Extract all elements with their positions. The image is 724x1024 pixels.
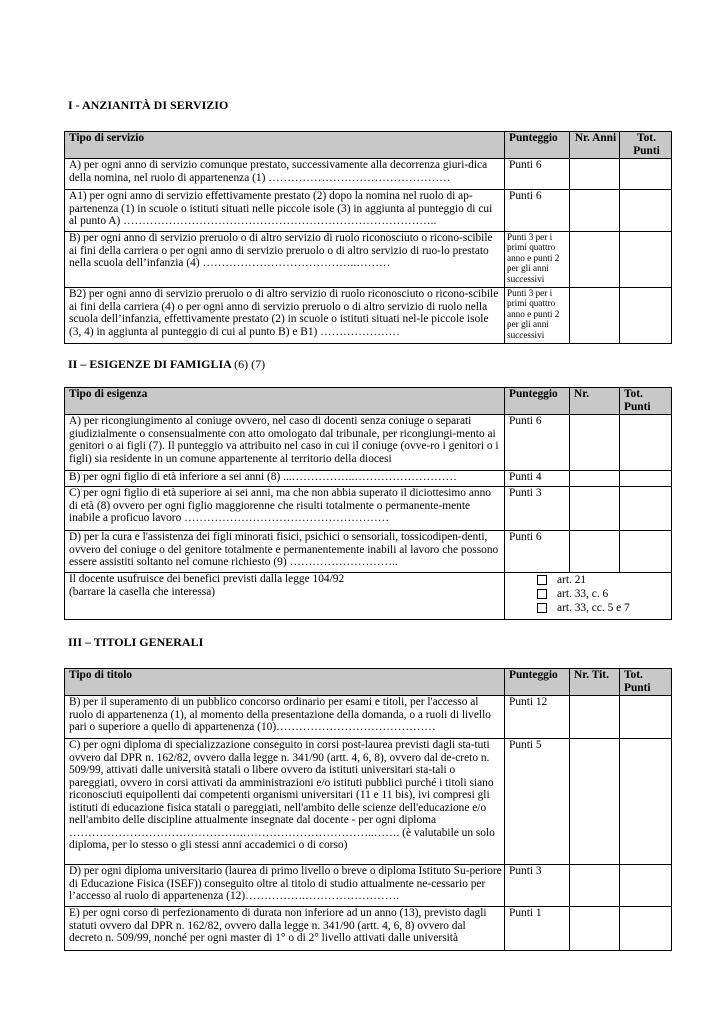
input-nr[interactable] (570, 159, 620, 190)
row-text: A) per ricongiungimento al coniuge ovvero, nel caso di docenti senza coniuge o separati giudizialmente o consensualmente con atto omologato dal tribunale, per ricongiungi-mento ai genitori o ai figli (7). Il punteggio va attribuito nel caso in cui il coniuge (ovve-ro i genitori o i figli) sia residente in un comune appartenente al territorio della diocesi (65, 415, 505, 471)
table-row (65, 907, 672, 951)
table-row (65, 190, 672, 232)
checkbox-art-33-cc5-7[interactable] (505, 601, 669, 615)
input-tot[interactable] (620, 415, 672, 471)
table-row (65, 696, 672, 739)
input-tot[interactable] (620, 232, 672, 288)
row-punti: Punti 3 per i primi quattro anno e punti 2 per gli anni successivi (505, 288, 570, 344)
row-text: B2) per ogni anno di servizio preruolo o di altro servizio di ruolo riconosciuto o ricono-scibile ai fini della carriera (4) o per ogni anno di servizio preruolo o di altro servizio di ruolo nella scuola dell’infanzia, effettivamente prestato (2) in scuole o istituti situati nel-le piccole isole (3, 4) in aggiunta al punteggio di cui al punto B) e B1) ………………… (65, 288, 505, 344)
header-tot: Tot. Punti (620, 388, 672, 415)
input-tot[interactable] (620, 865, 672, 907)
row-punti: Punti 6 (505, 159, 570, 190)
header-punteggio: Punteggio (505, 388, 570, 415)
row-punti: Punti 6 (505, 415, 570, 471)
input-nr[interactable] (570, 865, 620, 907)
input-nr[interactable] (570, 288, 620, 344)
checkbox-art-33-c6[interactable] (505, 587, 669, 601)
header-nr: Nr. Anni (570, 132, 620, 159)
input-nr[interactable] (570, 531, 620, 573)
input-nr[interactable] (570, 487, 620, 531)
benefici-line2: (barrare la casella che interessa) (69, 585, 216, 598)
row-punti: Punti 6 (505, 531, 570, 573)
table-esigenze (64, 387, 672, 620)
header-tipo: Tipo di esigenza (65, 388, 505, 415)
input-tot[interactable] (620, 696, 672, 739)
checkbox-icon[interactable] (537, 589, 547, 599)
input-nr[interactable] (570, 739, 620, 865)
row-text: B) per ogni figlio di età inferiore a sei anni (8) ...……………..……………………… (65, 471, 505, 487)
section-title-esigenze (68, 358, 265, 371)
checkbox-label: art. 33, c. 6 (557, 588, 609, 600)
checkbox-icon[interactable] (537, 575, 547, 585)
input-nr[interactable] (570, 232, 620, 288)
input-tot[interactable] (620, 531, 672, 573)
row-text: E) per ogni corso di perfezionamento di durata non inferiore ad un anno (13), previsto dagli statuti ovvero dal DPR n. 162/82, ovvero dalla legge n. 341/90 (artt. 4, 6, 8) ovvero dal decreto n. 509/99, nonché per ogni master di 1° o di 2° livello attivati dalle università (65, 907, 505, 951)
table-row (65, 487, 672, 531)
row-text: C) per ogni diploma di specializzazione conseguito in corsi post-laurea previsti dagli sta-tuti ovvero dal DPR n. 162/82, ovvero dalla legge n. 341/90 (artt. 4, 6, 8), ovvero dal de-creto n. 509/99, attivati dalle università statali o libere ovvero da istituti universitari sta-tali o pareggiati, ovvero in corsi attivati da amministrazioni e/o istituti pubblici purché i titoli siano riconosciuti equipollenti dai competenti organismi universitari (11 e 11 bis), ivi compresi gli istituti di educazione fisica statali o pareggiati, nell'ambito delle scienze dell'educazione e/o nell'ambito delle discipline attualmente insegnate dal docente - per ogni diploma ……………………………………….……………………………..……. (è valutabile un solo diploma, per lo stesso o gli stessi anni accademici o di corso) (65, 739, 505, 865)
table-row (65, 415, 672, 471)
row-punti: Punti 3 (505, 487, 570, 531)
table-row (65, 739, 672, 865)
input-tot[interactable] (620, 739, 672, 865)
section-title-anzianita: I - ANZIANITÀ DI SERVIZIO (68, 98, 229, 112)
table-row (65, 288, 672, 344)
header-tot: Tot. Punti (620, 132, 672, 159)
table-header (65, 669, 672, 696)
row-text: B) per ogni anno di servizio preruolo o di altro servizio di ruolo riconosciuto o ricono-scibile ai fini della carriera o per ogni anno di servizio preruolo o di altro servizio di ruo-lo prestato nella scuola dell’infanzia (4) …………………………………..……… (65, 232, 505, 288)
checkbox-art-21[interactable] (505, 573, 669, 587)
row-punti: Punti 5 (505, 739, 570, 865)
table-row-benefici (65, 573, 672, 620)
row-punti: Punti 4 (505, 471, 570, 487)
header-punteggio: Punteggio (505, 132, 570, 159)
header-nr: Nr. Tit. (570, 669, 620, 696)
header-nr: Nr. (570, 388, 620, 415)
input-nr[interactable] (570, 415, 620, 471)
table-anzianita (64, 131, 672, 344)
table-row (65, 159, 672, 190)
input-tot[interactable] (620, 159, 672, 190)
section-title-titoli: III – TITOLI GENERALI (68, 635, 204, 649)
input-nr[interactable] (570, 471, 620, 487)
header-tipo: Tipo di titolo (65, 669, 505, 696)
row-punti: Punti 6 (505, 190, 570, 232)
input-tot[interactable] (620, 907, 672, 951)
header-punteggio: Punteggio (505, 669, 570, 696)
input-tot[interactable] (620, 288, 672, 344)
table-titoli (64, 668, 672, 951)
row-punti: Punti 3 per i primi quattro anno e punti 2 per gli anni successivi (505, 232, 570, 288)
row-text: D) per ogni diploma universitario (laurea di primo livello o breve o diploma Istituto Su-periore di Educazione Fisica (ISEF)) conseguito oltre al titolo di studio attualmente ne-cessario per l’accesso al ruolo di appartenenza (12)…………….……………………. (65, 865, 505, 907)
benefici-line1: Il docente usufruisce dei benefici previsti dalla legge 104/92 (69, 573, 345, 585)
checkbox-label: art. 33, cc. 5 e 7 (557, 602, 630, 614)
row-text: A) per ogni anno di servizio comunque prestato, successivamente alla decorrenza giuri-dica della nomina, nel ruolo di appartenenza (1) ………………………………………… (65, 159, 505, 190)
header-tipo: Tipo di servizio (65, 132, 505, 159)
table-row (65, 531, 672, 573)
table-row (65, 232, 672, 288)
row-text: C) per ogni figlio di età superiore ai sei anni, ma che non abbia superato il diciottesimo anno di età (8) ovvero per ogni figlio maggiorenne che risulti totalmente o permanente-mente inabile a proficuo lavoro ……………………………………………… (65, 487, 505, 531)
input-nr[interactable] (570, 696, 620, 739)
input-nr[interactable] (570, 907, 620, 951)
input-tot[interactable] (620, 487, 672, 531)
benefici-text (65, 573, 505, 620)
input-nr[interactable] (570, 190, 620, 232)
row-punti: Punti 12 (505, 696, 570, 739)
table-header (65, 388, 672, 415)
input-tot[interactable] (620, 471, 672, 487)
checkbox-label: art. 21 (557, 574, 587, 586)
section-title-note: (6) (7) (234, 357, 266, 371)
header-tot: Tot. Punti (620, 669, 672, 696)
row-punti: Punti 1 (505, 907, 570, 951)
table-header (65, 132, 672, 159)
checkbox-icon[interactable] (537, 603, 547, 613)
row-text: D) per la cura e l'assistenza dei figli minorati fisici, psichici o sensoriali, tossicodipen-denti, ovvero del coniuge o del genitore totalmente e permanentemente inabili al lavoro che possono essere assistiti soltanto nel comune richiesto (9) ……………………….. (65, 531, 505, 573)
section-title-text: II – ESIGENZE DI FAMIGLIA (68, 357, 232, 371)
benefici-options (505, 573, 672, 620)
row-text: A1) per ogni anno di servizio effettivamente prestato (2) dopo la nomina nel ruolo di ap-partenenza (1) in scuole o istituti situati nelle piccole isole (3) in aggiunta al punteggio di cui al punto A) ……………………………………………………………………….. (65, 190, 505, 232)
table-row (65, 865, 672, 907)
table-row (65, 471, 672, 487)
input-tot[interactable] (620, 190, 672, 232)
row-text: B) per il superamento di un pubblico concorso ordinario per esami e titoli, per l'accesso al ruolo di appartenenza (1), al momento della presentazione della domanda, o a ruoli di livello pari o superiore a quello di appartenenza (10)…………………………………… (65, 696, 505, 739)
row-punti: Punti 3 (505, 865, 570, 907)
